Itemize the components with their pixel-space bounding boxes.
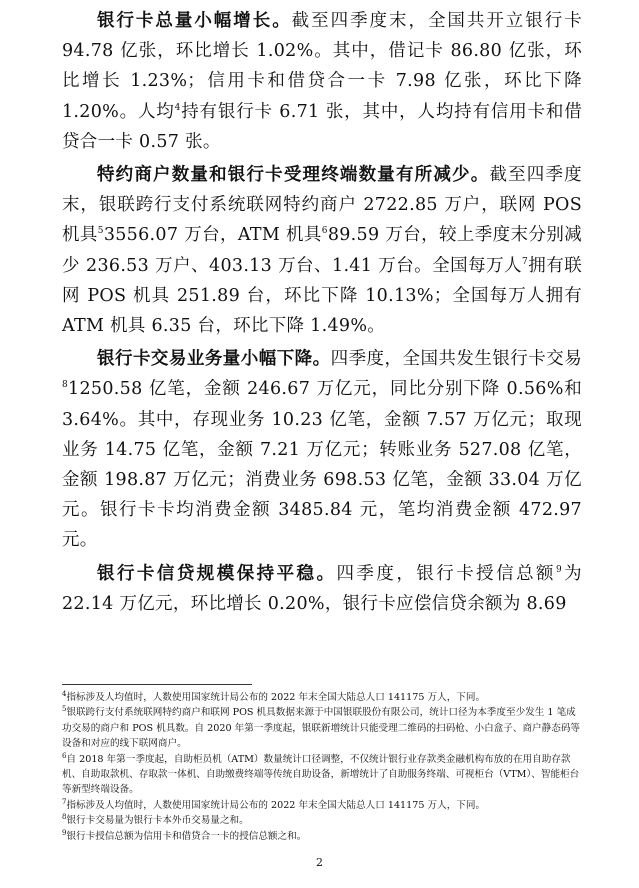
paragraph-text: 3556.07 万台，ATM 机具: [103, 225, 322, 246]
paragraph-text: 拥有联网 POS 机具 251.89 台，环比下降 10.13%；全国每万人拥有 ATM 机具 6.35 台，环比下降 1.49%。: [62, 255, 582, 337]
footnote-number: 7: [62, 797, 67, 806]
footnote-text: 指标涉及人均值时，人数使用国家统计局公布的 2022 年末全国大陆总人口 141175 万人，下同。: [66, 692, 486, 703]
footnote-number: 6: [62, 751, 67, 760]
footnote-number: 8: [62, 813, 67, 822]
footnote-number: 9: [62, 828, 67, 837]
footnote: [62, 813, 582, 828]
footnote-text: 自 2018 年第一季度起，自助柜员机（ATM）数量统计口径调整，不仅统计银行业存款类金融机构布放的在用自助存款机、自助取款机、存取款一体机、自助缴费终端等传统自助设备，新增统计了自助服务终端、可视柜台（VTM）、智能柜台等新型终端设备。: [62, 753, 580, 796]
footnote-text: 银行卡授信总额为信用卡和借贷合一卡的授信总额之和。: [66, 830, 307, 842]
paragraph-text: 1250.58 亿笔，金额 246.67 万亿元，同比分别下降 0.56%和 3.64%。其中，存现业务 10.23 亿笔，金额 7.57 万亿元；取现业务 14.75 亿笔，金额 7.21 万亿元；转账业务 527.08 亿笔，金额 198.87 万亿元；消费业务 698.53 亿笔，金额 33.04 万亿元。银行卡卡均消费金额 3485.84 元，笔均消费金额 472.97 元。: [62, 379, 582, 551]
footnote-ref: 6: [321, 226, 328, 237]
paragraph-text: 截至四季度末，银联跨行支付系统联网特约商户 2722.85 万户，联网 POS 机具: [62, 165, 582, 246]
page-number: 2: [316, 856, 323, 869]
footnote: [62, 752, 582, 798]
paragraph-text: 四季度，银行卡授信总额: [336, 563, 556, 584]
footnote-ref: 9: [555, 564, 563, 575]
body-text: [62, 6, 582, 622]
paragraph-text: 为 22.14 万亿元，环比增长 0.20%，银行卡应偿信贷余额为 8.69: [62, 563, 582, 614]
footnote-text: 银行卡交易量为银行卡本外币交易量之和。: [66, 815, 249, 827]
paragraph-heading: 特约商户数量和银行卡受理终端数量有所减少。: [97, 165, 490, 186]
paragraph-text: 89.59 万台，较上季度末分别减少 236.53 万户、403.13 万台、1.41 万台。全国每万人: [62, 225, 583, 276]
footnotes: [62, 690, 582, 844]
paragraph: [62, 6, 582, 157]
paragraph-text: 截至四季度末，全国共开立银行卡 94.78 亿张，环比增长 1.02%。其中，借记卡 86.80 亿张，环比增长 1.23%；信用卡和借贷合一卡 7.98 亿张，环比下降 1.20%。人均: [62, 11, 583, 122]
footnote-number: 5: [62, 705, 67, 714]
footnote-ref: 5: [97, 226, 104, 237]
paragraph-text: 持有银行卡 6.71 张，其中，人均持有信用卡和借贷合一卡 0.57 张。: [62, 101, 582, 152]
footnote-text: 指标涉及人均值时，人数使用国家统计局公布的 2022 年末全国大陆总人口 141175 万人，下同。: [66, 799, 486, 811]
footnote-number: 4: [62, 690, 67, 698]
footnote-ref: 7: [522, 256, 529, 267]
footnote-text: 银联跨行支付系统联网特约商户和联网 POS 机具数据来源于中国银联股份有限公司，统计口径为本季度至少发生 1 笔成功交易的商户和 POS 机具数。自 2020 年第一季度起，银联新增统计只能受理二维码的扫码枪、小白盒子、商户静态码等设备和对应的线下联网商户。: [62, 707, 581, 750]
paragraph-heading: 银行卡总量小幅增长。: [97, 11, 292, 31]
footnote: [62, 798, 582, 813]
footnote: [62, 705, 582, 751]
footnote-separator: [62, 684, 252, 685]
footnote-ref: 4: [174, 102, 181, 113]
footnote: [62, 829, 582, 844]
paragraph-text: 四季度，全国共发生银行卡交易: [330, 349, 583, 370]
footnote-ref: 8: [62, 380, 69, 391]
footnote: [62, 690, 582, 705]
paragraph: [62, 559, 582, 619]
paragraph: [62, 160, 582, 341]
paragraph: [62, 344, 582, 555]
paragraph-heading: 银行卡交易业务量小幅下降。: [97, 349, 331, 370]
paragraph-heading: 银行卡信贷规模保持平稳。: [97, 563, 337, 584]
